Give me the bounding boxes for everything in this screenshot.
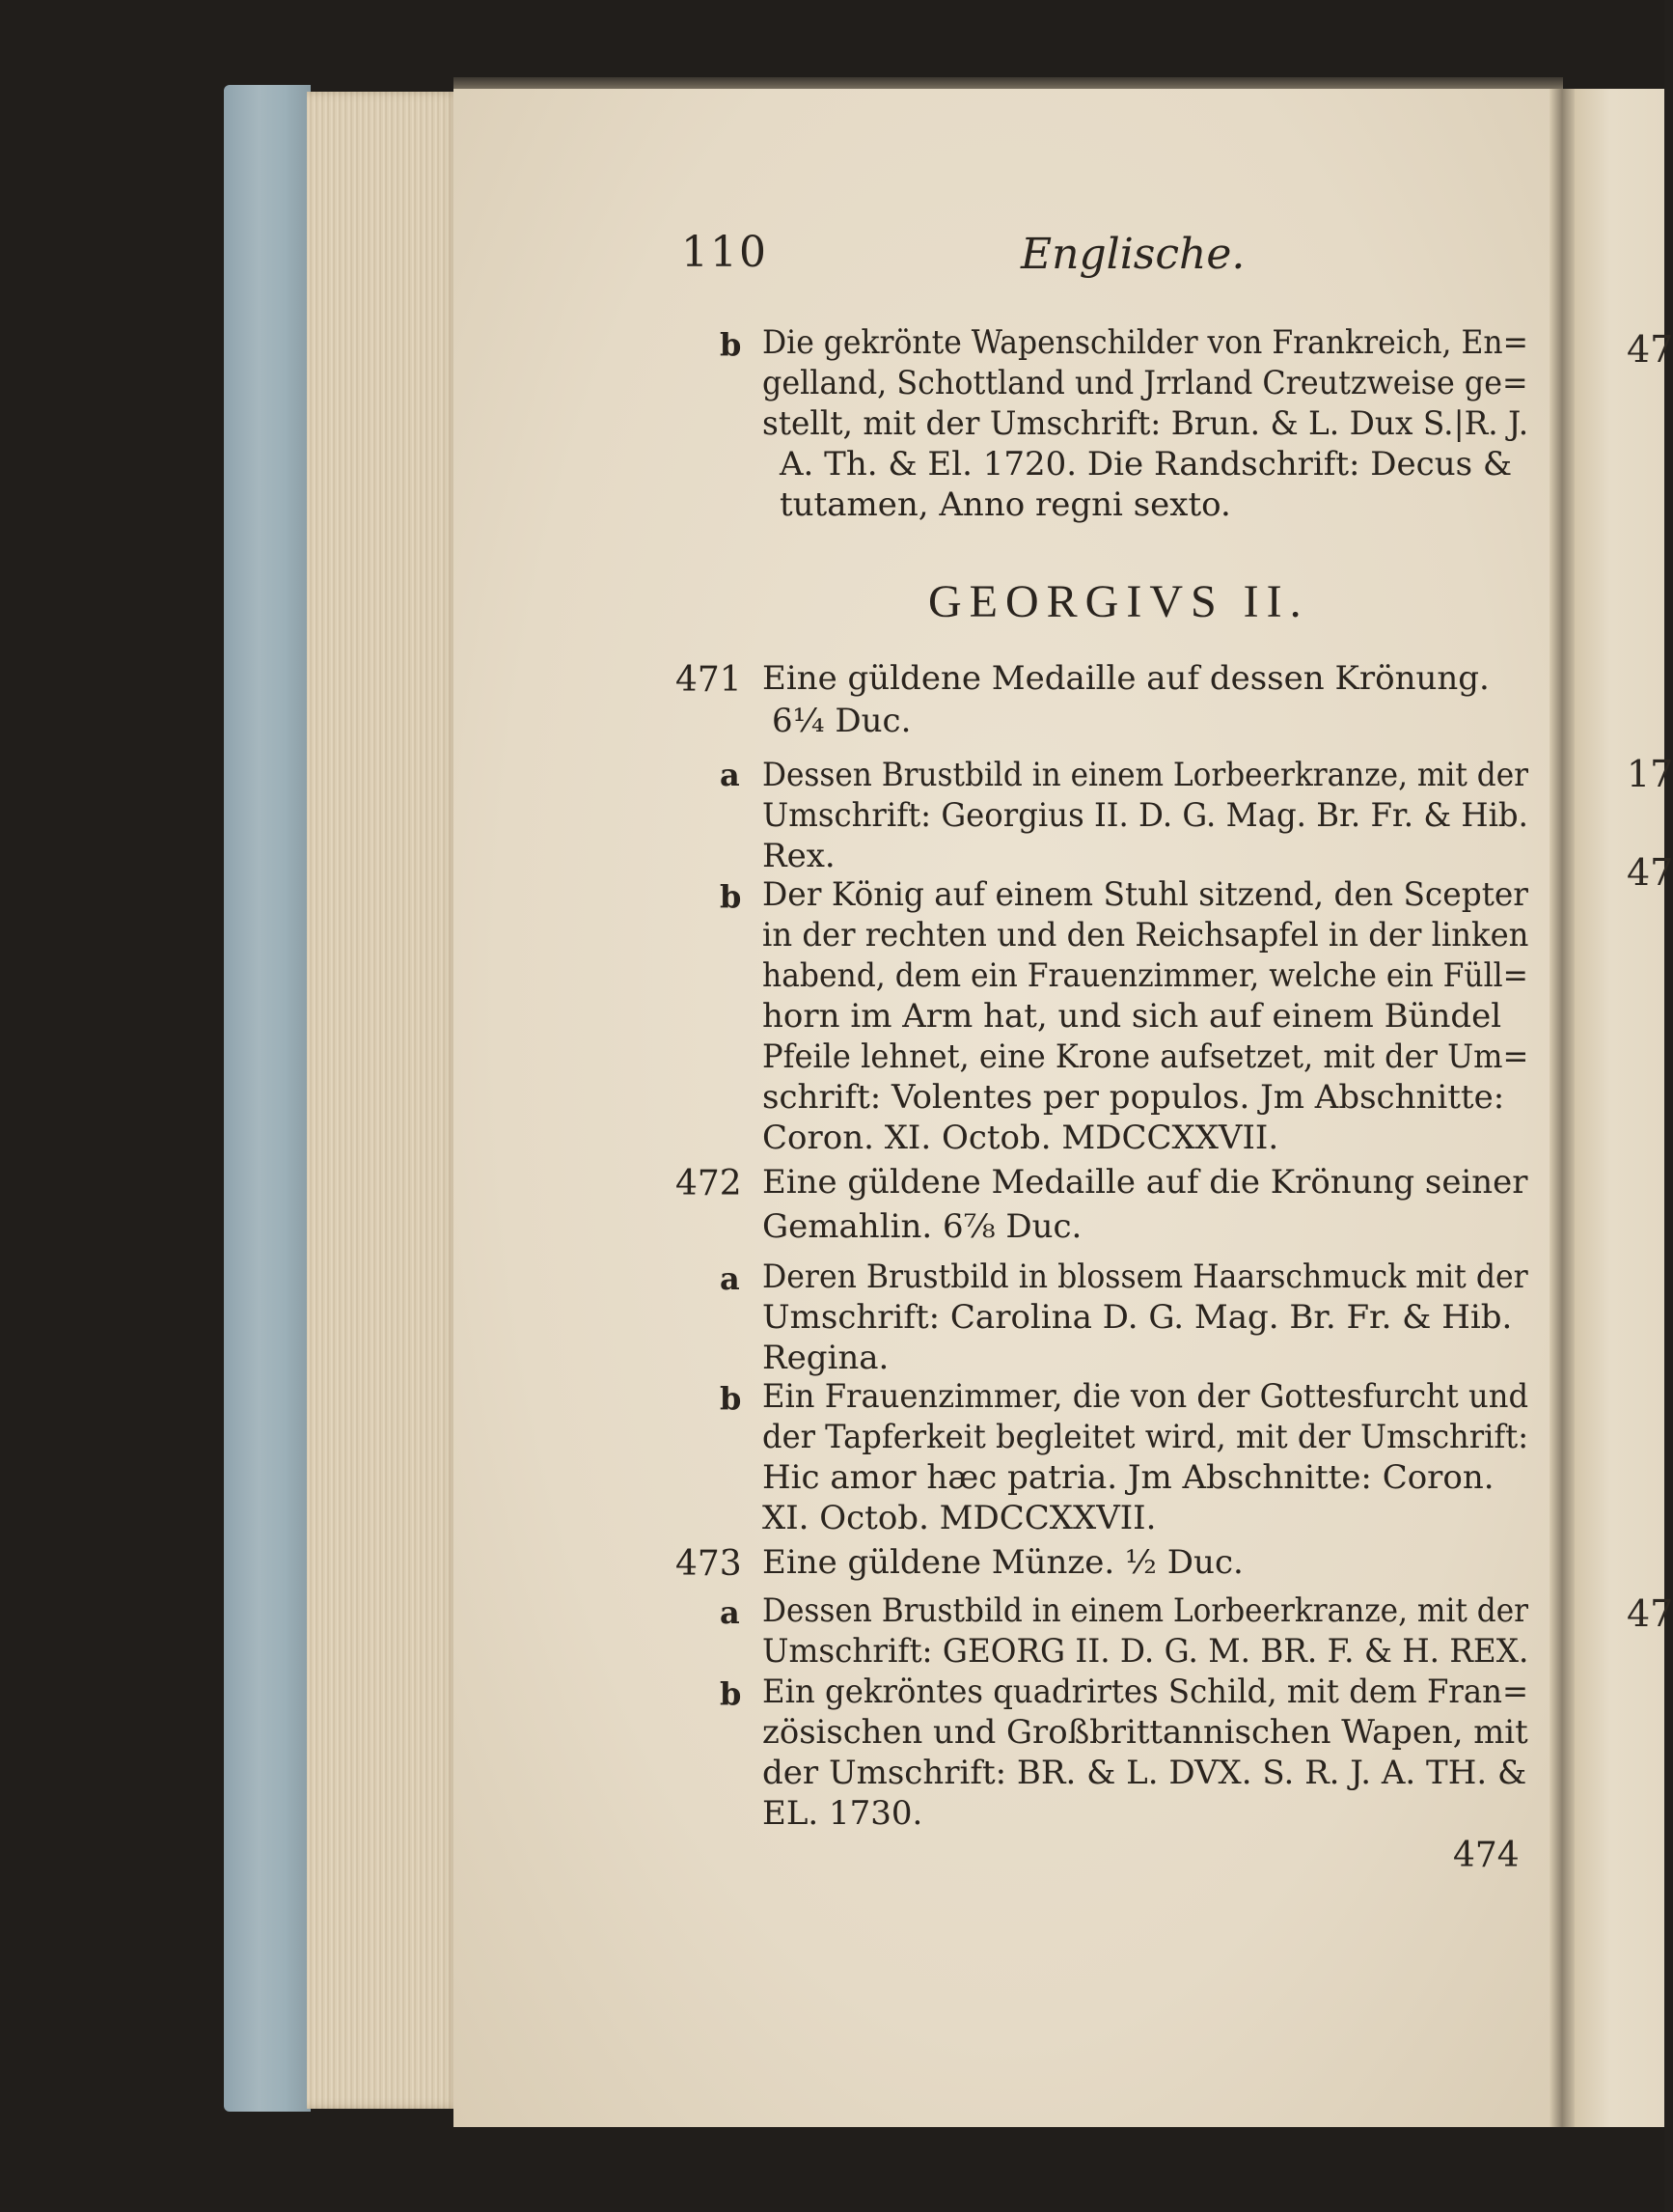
text-line: gelland, Schottland und Jrrland Creutzweise ge= — [762, 364, 1528, 402]
catchword: 474 — [1453, 1836, 1520, 1875]
text-line: in der rechten und den Reichsapfel in der linken — [762, 916, 1529, 954]
text-line: tutamen, Anno regni sexto. — [780, 485, 1231, 524]
text-line: schrift: Volentes per populos. Jm Abschnitte: — [762, 1078, 1505, 1117]
text-line: der Umschrift: BR. & L. DVX. S. R. J. A. TH. & — [762, 1754, 1527, 1792]
text-line: Ein Frauenzimmer, die von der Gottesfurcht und — [762, 1377, 1529, 1416]
page-stack-edge — [307, 92, 461, 2109]
text-line: Eine güldene Medaille auf die Krönung seiner — [762, 1163, 1528, 1202]
item-label: b — [720, 1675, 742, 1712]
text-line: habend, dem ein Frauenzimmer, welche ein Füll= — [762, 956, 1528, 995]
text-line: Coron. XI. Octob. MDCCXXVII. — [762, 1119, 1279, 1157]
text-line: stellt, mit der Umschrift: Brun. & L. Dux S.|R. J. — [762, 404, 1529, 443]
item-label: a — [720, 1594, 740, 1631]
item-label: a — [720, 757, 740, 793]
page-gutter — [1550, 89, 1575, 2127]
item-label: b — [720, 1380, 742, 1417]
text-line: Umschrift: Carolina D. G. Mag. Br. Fr. & Hib. — [762, 1298, 1513, 1337]
item-label: a — [720, 1260, 740, 1297]
text-line: Umschrift: Georgius II. D. G. Mag. Br. Fr. & Hib. — [762, 796, 1528, 835]
text-line: Regina. — [762, 1339, 890, 1377]
text-line: Pfeile lehnet, eine Krone aufsetzet, mit der Um= — [762, 1037, 1529, 1076]
text-line: Rex. — [762, 837, 836, 875]
book-cover-edge — [224, 85, 311, 2112]
text-line: A. Th. & El. 1720. Die Randschrift: Decus & — [780, 445, 1513, 484]
running-title: Englische. — [1021, 230, 1246, 279]
text-line: Der König auf einem Stuhl sitzend, den Scepter — [762, 875, 1528, 914]
entry-number: 471 — [675, 660, 742, 700]
text-line: Eine güldene Medaille auf dessen Krönung. — [762, 659, 1490, 698]
text-line: Gemahlin. 6⅞ Duc. — [762, 1207, 1083, 1246]
section-title: GEORGIVS II. — [928, 576, 1309, 627]
facing-page-fragment: 47 — [1627, 1592, 1673, 1635]
entry-number: 473 — [675, 1544, 742, 1584]
text-line: Dessen Brustbild in einem Lorbeerkranze, mit der — [762, 756, 1529, 794]
entry-number: 472 — [675, 1164, 742, 1203]
text-line: Deren Brustbild in blossem Haarschmuck mit der — [762, 1258, 1528, 1296]
item-label: b — [720, 878, 742, 915]
text-line: horn im Arm hat, und sich auf einem Bündel — [762, 997, 1502, 1036]
page-number: 110 — [681, 228, 768, 277]
text-line: der Tapferkeit begleitet wird, mit der Umschrift: — [762, 1418, 1529, 1456]
item-label: b — [720, 326, 742, 363]
facing-page-fragment: 17 — [1627, 753, 1673, 795]
text-line: XI. Octob. MDCCXXVII. — [762, 1499, 1157, 1537]
text-line: Eine güldene Münze. ½ Duc. — [762, 1543, 1244, 1582]
text-line: Dessen Brustbild in einem Lorbeerkranze, mit der — [762, 1591, 1529, 1630]
text-line: Hic amor hæc patria. Jm Abschnitte: Coron. — [762, 1458, 1495, 1497]
text-line: Die gekrönte Wapenschilder von Frankreich, En= — [762, 323, 1528, 362]
text-line: Ein gekröntes quadrirtes Schild, mit dem Fran= — [762, 1673, 1529, 1711]
facing-page-fragment: 47 — [1627, 851, 1673, 894]
text-line: zösischen und Großbrittannischen Wapen, mit — [762, 1713, 1528, 1752]
facing-page-fragment: 47 — [1627, 328, 1673, 371]
text-line: EL. 1730. — [762, 1794, 923, 1833]
text-line: 6¼ Duc. — [772, 702, 912, 740]
text-line: Umschrift: GEORG II. D. G. M. BR. F. & H. REX. — [762, 1632, 1529, 1671]
facing-page-edge — [1575, 89, 1673, 2127]
